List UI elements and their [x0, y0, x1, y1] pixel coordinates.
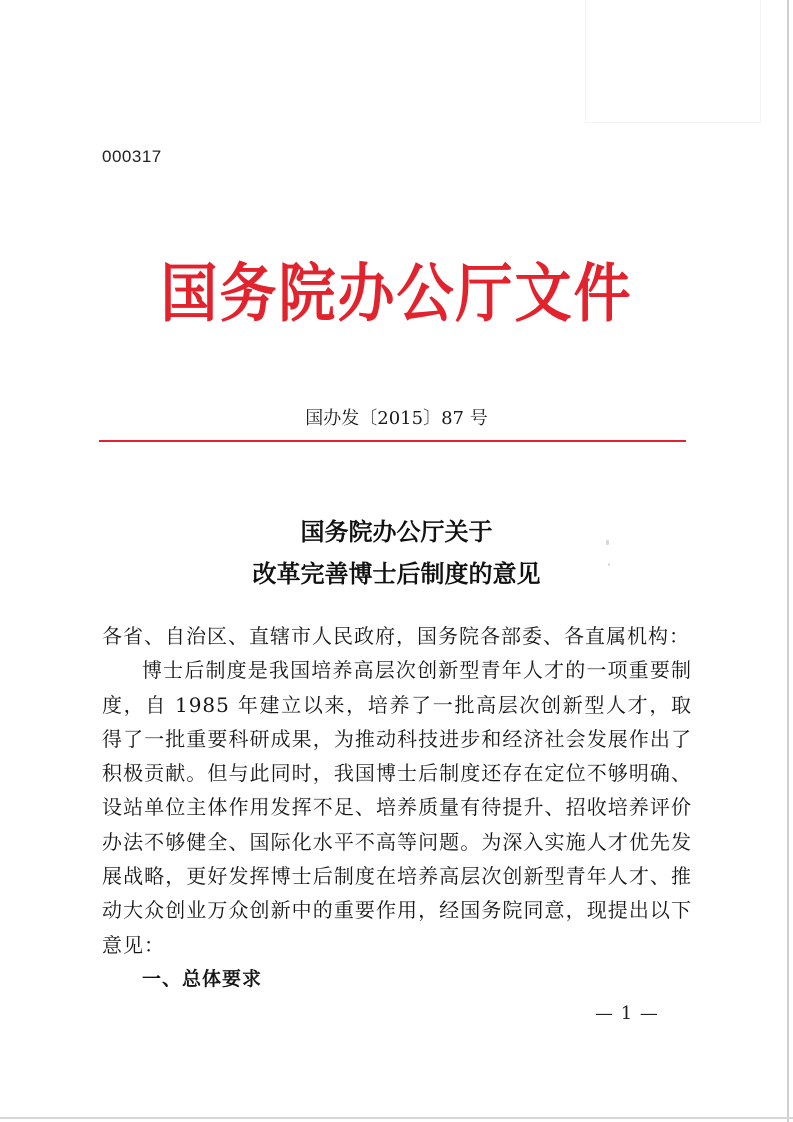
redacted-area	[586, 0, 760, 122]
red-separator-rule	[99, 440, 686, 442]
document-code: 国办发〔2015〕87 号	[305, 408, 488, 429]
subject-line-1: 国务院办公厅关于	[300, 517, 493, 546]
file-number: 000317	[102, 147, 162, 166]
document-subject	[0, 511, 793, 595]
document-body	[102, 619, 692, 996]
section-heading: 一、总体要求	[142, 967, 263, 990]
page-edge-bottom	[0, 1117, 793, 1119]
document-title: 国务院办公厅文件	[160, 257, 633, 331]
subject-line-2: 改革完善博士后制度的意见	[252, 559, 541, 588]
scan-speck	[606, 540, 609, 545]
body-paragraph: 博士后制度是我国培养高层次创新型青年人才的一项重要制度，自 1985 年建立以来，培养了一批高层次创新型人才，取得了一批重要科研成果，为推动科技进步和经济社会发展作出了积极贡献。但与此同时，我国博士后制度还存在定位不够明确、设站单位主体作用发挥不足、培养质量有待提升、招收培养评价办法不够健全、国际化水平不高等问题。为深入实施人才优先发展战略，更好发挥博士后制度在培养高层次创新型青年人才、推动大众创业万众创新中的重要作用，经国务院同意，现提出以下意见：	[102, 658, 692, 957]
scan-speck	[608, 563, 610, 566]
page-number: — 1 —	[595, 1003, 659, 1024]
recipients-line: 各省、自治区、直辖市人民政府，国务院各部委、各直属机构：	[102, 624, 690, 648]
